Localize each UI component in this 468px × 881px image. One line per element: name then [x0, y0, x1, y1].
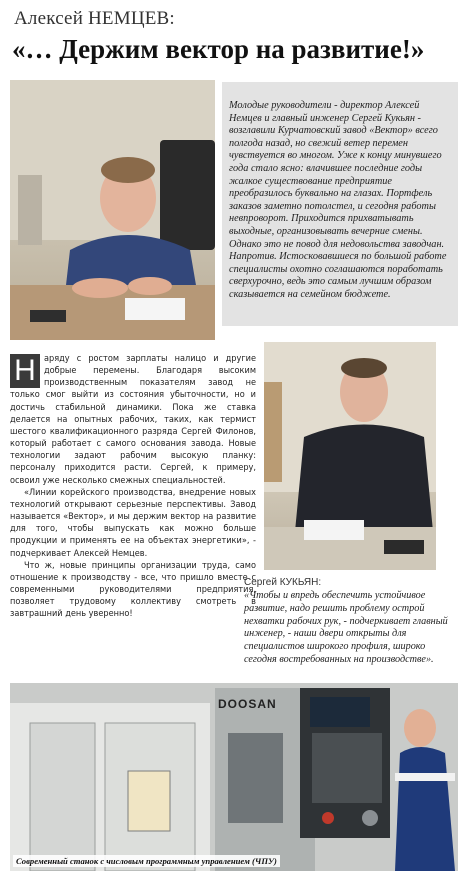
drop-cap: Н	[10, 354, 40, 388]
director-figure	[10, 80, 215, 340]
engineer-quote: «Чтобы и впредь обеспечить устойчивое развитие, надо решить проблему острой нехватки рабочих рук, - подчеркивает главный инженер, - наши двери открыты для специалистов широкого профиля, широко сегодня востребованных на производстве».	[244, 590, 448, 665]
director-photo	[10, 80, 215, 340]
engineer-figure	[264, 342, 436, 570]
article-paragraph-2: «Линии корейского производства, внедрение новых технологий открывают серьезные перспективы. Завод называется «Вектор», и мы держим вектор на развитие для того, чтобы выпускать как можно больше продукции и применять ее на объектах энергетики», - подчеркивает Алексей Немцев.	[10, 487, 256, 559]
intro-lead: Молодые руководители - директор Алексей Немцев и главный инженер Сергей Кукьян - возглавили Курчатовский завод «Вектор» всего полгода назад, но свежий ветер перемен чувствуется во многом. Уже к концу минувшего года стало ясно: влачившее последние годы жалкое существование предприятие преобразилось буквально на глазах. Портфель заказов заметно потолстел, и сегодня работы невпроворот. Приходится прихватывать выходные, организовывать вечерние смены. Однако это не повод для недовольства заводчан. Напротив. Истосковавшиеся по большой работе специалисты охотно соглашаются поработать сверхурочно, ведь это самым лучшим образом сказывается на семейном бюджете.	[229, 100, 447, 300]
article-paragraph-3: Что ж, новые принципы организации труда, само отношение к производству - все, что пришло вместе с современными руководителями предприятия, позволяет трудовому коллективу смотреть в завтрашний день уверенно!	[10, 560, 256, 620]
article-body	[10, 353, 256, 620]
cnc-machine-illustration	[10, 683, 458, 871]
engineer-name: Сергей КУКЬЯН:	[244, 577, 322, 588]
author-kicker: Алексей НЕМЦЕВ:	[14, 8, 175, 29]
article-paragraph-1: аряду с ростом зарплаты налицо и другие добрые перемены. Благодаря высоким производственным показателям завод не только смог выйти из состояния убыточности, но и достичь стабильной динамики. Пока же ставка делается на опытных рабочих, таких, как термист шестого квалификационного разряда Сергей Филонов, который работает с самого основания завода. Новые технологии задают рабочим высокую планку: персоналу приходится расти. Сергей, к примеру, освоил уже несколько смежных специальностей.	[10, 354, 256, 486]
page-headline: «… Держим вектор на развитие!»	[12, 34, 425, 64]
cnc-machine-photo	[10, 683, 458, 871]
engineer-photo	[264, 342, 436, 570]
photo-caption: Современный станок с числовым программным управлением (ЧПУ)	[13, 855, 280, 867]
machine-brand-label: DOOSAN	[218, 697, 277, 711]
